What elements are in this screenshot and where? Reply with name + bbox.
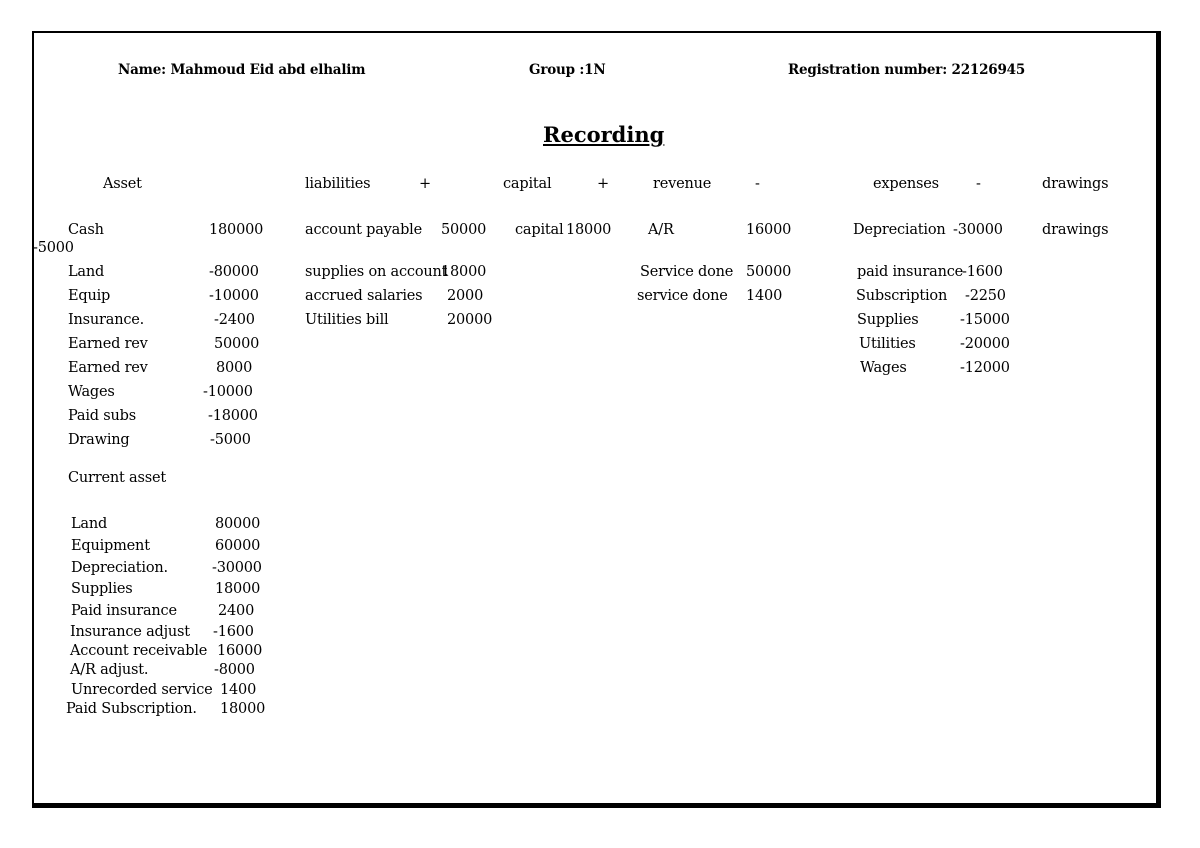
current-asset-label: Paid insurance [71, 603, 177, 619]
registration-number: Registration number: 22126945 [788, 62, 1026, 78]
revenue-value: 1400 [746, 288, 783, 304]
revenue-label: service done [637, 288, 728, 304]
asset-value: -10000 [209, 288, 259, 304]
asset-value: 180000 [209, 222, 264, 238]
expense-label: paid insurance [857, 264, 964, 280]
current-asset-value: 1400 [220, 682, 257, 698]
current-asset-value: 18000 [220, 701, 266, 717]
current-asset-label: Depreciation. [71, 560, 168, 576]
liability-value: 50000 [441, 222, 487, 238]
asset-value: 50000 [214, 336, 260, 352]
current-asset-value: 16000 [217, 643, 263, 659]
group-label: Group :1N [529, 62, 606, 78]
asset-value: -18000 [208, 408, 258, 424]
current-asset-value: 18000 [215, 581, 261, 597]
expense-label: Depreciation [853, 222, 946, 238]
asset-label: Drawing [68, 432, 130, 448]
heading-expenses: expenses [873, 176, 939, 192]
heading-liabilities: liabilities [305, 176, 371, 192]
operator-plus-2: + [597, 176, 609, 192]
current-asset-label: Supplies [71, 581, 133, 597]
current-asset-label: Unrecorded service [71, 682, 213, 698]
student-name: Name: Mahmoud Eid abd elhalim [118, 62, 366, 78]
liability-value: 18000 [441, 264, 487, 280]
asset-value: -5000 [210, 432, 251, 448]
asset-value: -2400 [214, 312, 255, 328]
current-asset-label: Land [71, 516, 108, 532]
expense-value: -1600 [962, 264, 1003, 280]
asset-label: Earned rev [68, 336, 148, 352]
current-asset-value: -30000 [212, 560, 262, 576]
heading-drawings: drawings [1042, 176, 1109, 192]
asset-value: -10000 [203, 384, 253, 400]
heading-capital: capital [503, 176, 552, 192]
page-title: Recording [543, 122, 665, 147]
revenue-label: A/R [648, 222, 674, 238]
current-asset-value: -8000 [214, 662, 255, 678]
asset-label: Land [68, 264, 105, 280]
drawings-label: drawings [1042, 222, 1109, 238]
current-asset-value: 80000 [215, 516, 261, 532]
expense-value: -30000 [953, 222, 1003, 238]
asset-value: 8000 [216, 360, 253, 376]
current-asset-value: -1600 [213, 624, 254, 640]
liability-value: 2000 [447, 288, 484, 304]
asset-label: Earned rev [68, 360, 148, 376]
expense-label: Utilities [859, 336, 916, 352]
heading-asset: Asset [103, 176, 142, 192]
capital-value: 18000 [566, 222, 612, 238]
expense-value: -2250 [965, 288, 1006, 304]
current-asset-label: Equipment [71, 538, 150, 554]
capital-label: capital [515, 222, 564, 238]
current-asset-value: 60000 [215, 538, 261, 554]
current-asset-label: Paid Subscription. [66, 701, 197, 717]
liability-label: Utilities bill [305, 312, 389, 328]
expense-label: Supplies [857, 312, 919, 328]
heading-revenue: revenue [653, 176, 712, 192]
operator-minus-1: - [755, 176, 760, 192]
wrapped-value: -5000 [33, 240, 74, 256]
expense-value: -15000 [960, 312, 1010, 328]
asset-label: Equip [68, 288, 111, 304]
liability-label: accrued salaries [305, 288, 423, 304]
liability-value: 20000 [447, 312, 493, 328]
current-asset-label: Insurance adjust [70, 624, 190, 640]
current-asset-heading: Current asset [68, 470, 166, 486]
expense-value: -20000 [960, 336, 1010, 352]
current-asset-label: Account receivable [70, 643, 208, 659]
asset-label: Wages [68, 384, 115, 400]
current-asset-label: A/R adjust. [70, 662, 149, 678]
revenue-value: 50000 [746, 264, 792, 280]
expense-value: -12000 [960, 360, 1010, 376]
liability-label: account payable [305, 222, 422, 238]
liability-label: supplies on account [305, 264, 448, 280]
asset-label: Insurance. [68, 312, 145, 328]
current-asset-value: 2400 [218, 603, 255, 619]
revenue-value: 16000 [746, 222, 792, 238]
revenue-label: Service done [640, 264, 734, 280]
asset-label: Cash [68, 222, 104, 238]
expense-label: Subscription [856, 288, 948, 304]
operator-minus-2: - [976, 176, 981, 192]
operator-plus-1: + [419, 176, 431, 192]
expense-label: Wages [860, 360, 907, 376]
asset-value: -80000 [209, 264, 259, 280]
asset-label: Paid subs [68, 408, 136, 424]
